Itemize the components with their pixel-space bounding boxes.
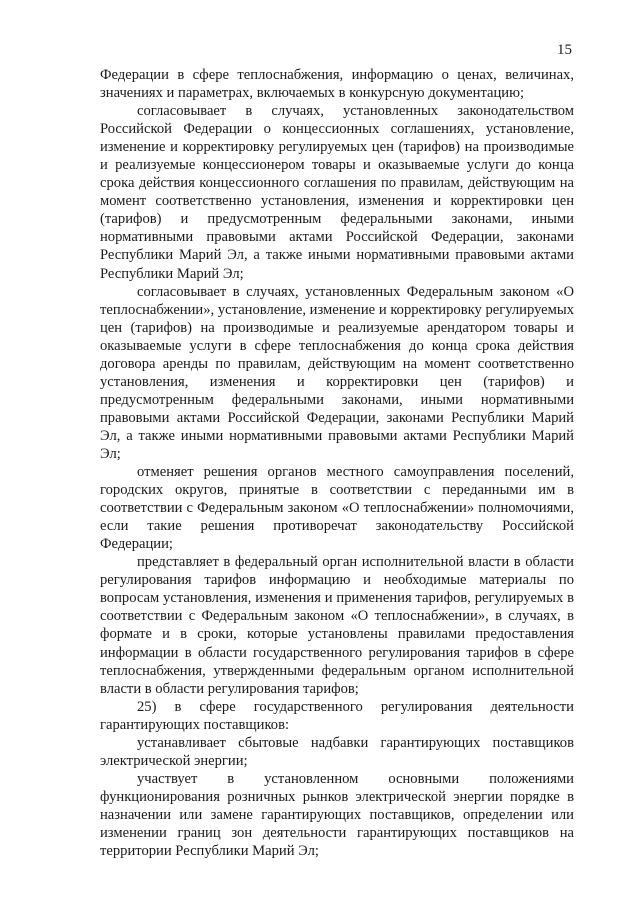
paragraph-supplier-appointment: участвует в установленном основными положениями функционирования розничных рынков электрической энергии порядке в назначении или замене гарантирующих поставщиков, определении или изменении границ зон деятельности гарантирующих поставщиков на территории Республики Марий Эл; [100, 770, 574, 860]
document-body [100, 66, 574, 860]
paragraph-item-25: 25) в сфере государственного регулирования деятельности гарантирующих поставщиков: [100, 698, 574, 733]
paragraph-submit-information: представляет в федеральный орган исполнительной власти в области регулирования тарифов информацию и необходимые материалы по вопросам установления, изменения и применения тарифов, регулируемых в соответствии с Федеральным законом «О теплоснабжении», в случаях, в формате и в сроки, которые установлены правилами предоставления информации в области государственного регулирования тарифов в сфере теплоснабжения, утвержденными федеральным органом исполнительной власти в области регулирования тарифов; [100, 554, 574, 697]
page-number: 15 [557, 42, 572, 58]
paragraph-concession-agreement: согласовывает в случаях, установленных законодательством Российской Федерации о концессионных соглашениях, установление, изменение и корректировку регулируемых цен (тарифов) на производимые и реализуемые концессионером товары и оказываемые услуги до конца срока действия концессионного соглашения по правилам, действующим на момент соответственно установления, изменения и корректировки цен (тарифов) и предусмотренным федеральными законами, иными нормативными правовыми актами Российской Федерации, законами Республики Марий Эл, а также иными нормативными правовыми актами Республики Марий Эл; [100, 103, 574, 282]
paragraph-continuation: Федерации в сфере теплоснабжения, информацию о ценах, величинах, значениях и параметрах, включаемых в конкурсную документацию; [100, 67, 574, 102]
paragraph-sales-markups: устанавливает сбытовые надбавки гарантирующих поставщиков электрической энергии; [100, 734, 574, 769]
paragraph-lease-agreement: согласовывает в случаях, установленных Федеральным законом «О теплоснабжении», установление, изменение и корректировку регулируемых цен (тарифов) на производимые и реализуемые арендатором товары и оказываемые услуги в сфере теплоснабжения до конца срока действия договора аренды по правилам, действующим на момент соответственно установления, изменения и корректировки цен (тарифов) и предусмотренным федеральными законами, иными нормативными правовыми актами Российской Федерации, законами Республики Марий Эл, а также иными нормативными правовыми актами Республики Марий Эл; [100, 283, 574, 462]
paragraph-cancel-decisions: отменяет решения органов местного самоуправления поселений, городских округов, принятые в соответствии с переданными им в соответствии с Федеральным законом «О теплоснабжении» полномочиями, если такие решения противоречат законодательству Российской Федерации; [100, 464, 574, 553]
